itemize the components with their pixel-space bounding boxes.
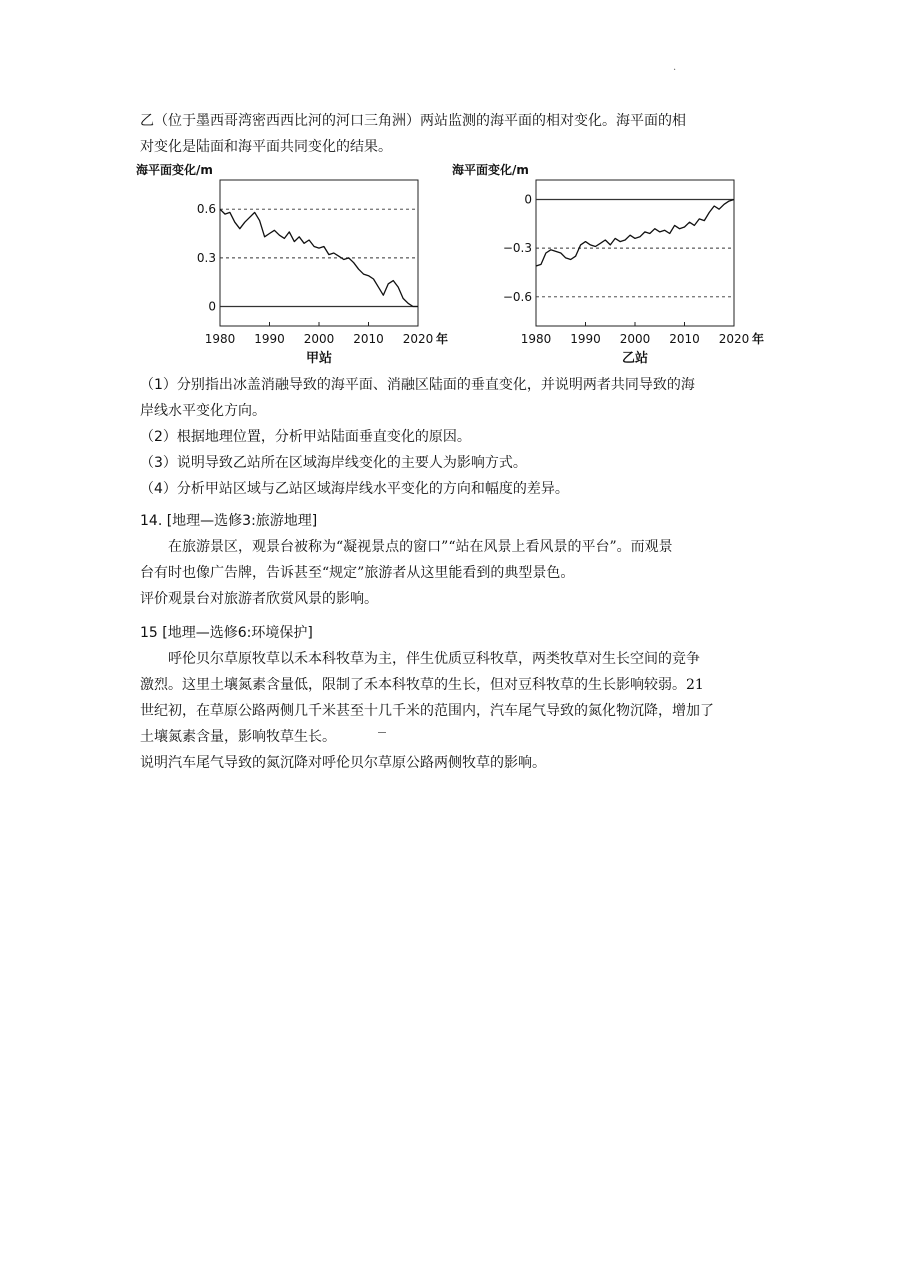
jia-xtick-label-1: 1990 <box>254 332 285 346</box>
yi-xtick-label-2: 2000 <box>619 332 651 346</box>
q15-prompt: 说明汽车尾气导致的氮沉降对呼伦贝尔草原公路两侧牧草的影响。 <box>140 755 546 771</box>
yi-xtick-label-3: 2010 <box>669 332 700 346</box>
yi-series-line <box>536 200 734 267</box>
jia-xtick-label-3: 2010 <box>353 332 384 346</box>
question-1-line-1: （1）分别指出冰盖消融导致的海平面、消融区陆面的垂直变化，并说明两者共同导致的海 <box>140 377 695 393</box>
yi-xtick-label-4: 2020 <box>718 332 750 346</box>
intro-paragraph <box>140 108 780 160</box>
question-2: （2）根据地理位置，分析甲站陆面垂直变化的原因。 <box>140 429 471 445</box>
q15-line-1: 呼伦贝尔草原牧草以禾本科牧草为主，伴生优质豆科牧草，两类牧草对生长空间的竞争 <box>168 651 700 667</box>
yi-ytick-label-1: −0.3 <box>502 241 532 256</box>
chart-station-yi <box>452 158 792 378</box>
q14-line-2: 台有时也像广告牌，告诉甚至“规定”旅游者从这里能看到的典型景色。 <box>140 565 575 581</box>
q15-line-4: 土壤氮素含量，影响牧草生长。 <box>140 729 336 745</box>
question-1-line-2: 岸线水平变化方向。 <box>140 403 266 419</box>
yi-ytick-label-2: −0.6 <box>502 289 532 304</box>
jia-ytick-label-2: 0 <box>208 299 216 314</box>
chart-yi-svg <box>452 158 792 378</box>
stray-dot: . <box>673 62 677 73</box>
q14-line-1: 在旅游景区，观景台被称为“凝视景点的窗口”“站在风景上看风景的平台”。而观景 <box>168 539 673 555</box>
yi-xtick-label-1: 1990 <box>570 332 601 346</box>
yi-chart-title: 乙站 <box>621 351 649 366</box>
chart-jia-svg <box>136 158 476 378</box>
yi-ylabel: 海平面变化/m <box>452 163 529 177</box>
question-4: （4）分析甲站区域与乙站区域海岸线水平变化的方向和幅度的差异。 <box>140 481 569 497</box>
q14-heading: 14. [地理—选修3:旅游地理] <box>140 513 318 529</box>
questions-block <box>140 372 780 502</box>
jia-chart-title: 甲站 <box>305 351 333 366</box>
yi-xlabel: 年 <box>751 332 765 346</box>
q14-block <box>140 508 780 612</box>
question-3: （3）说明导致乙站所在区域海岸线变化的主要人为影响方式。 <box>140 455 527 471</box>
q14-prompt: 评价观景台对旅游者欣赏风景的影响。 <box>140 591 378 607</box>
intro-line-1: 乙（位于墨西哥湾密西西比河的河口三角洲）两站监测的海平面的相对变化。海平面的相 <box>140 113 686 129</box>
q15-block <box>140 620 780 776</box>
jia-xtick-label-0: 1980 <box>204 332 236 346</box>
intro-line-2: 对变化是陆面和海平面共同变化的结果。 <box>140 139 392 155</box>
chart-station-jia <box>136 158 476 378</box>
jia-xtick-label-4: 2020 <box>402 332 434 346</box>
jia-xtick-label-2: 2000 <box>303 332 335 346</box>
q15-heading: 15 [地理—选修6:环境保护] <box>140 625 313 641</box>
yi-xtick-label-0: 1980 <box>520 332 552 346</box>
jia-plot-frame <box>220 180 418 326</box>
stray-mark <box>378 732 386 733</box>
jia-ylabel: 海平面变化/m <box>136 163 213 177</box>
jia-xlabel: 年 <box>435 332 449 346</box>
q15-line-2: 激烈。这里土壤氮素含量低，限制了禾本科牧草的生长，但对豆科牧草的生长影响较弱。21 <box>140 677 704 693</box>
q15-line-3: 世纪初，在草原公路两侧几千米甚至十几千米的范围内，汽车尾气导致的氮化物沉降，增加了 <box>140 703 714 719</box>
jia-ytick-label-1: 0.3 <box>196 250 216 265</box>
yi-plot-frame <box>536 180 734 326</box>
jia-ytick-label-0: 0.6 <box>196 202 216 217</box>
yi-ytick-label-0: 0 <box>524 192 532 207</box>
